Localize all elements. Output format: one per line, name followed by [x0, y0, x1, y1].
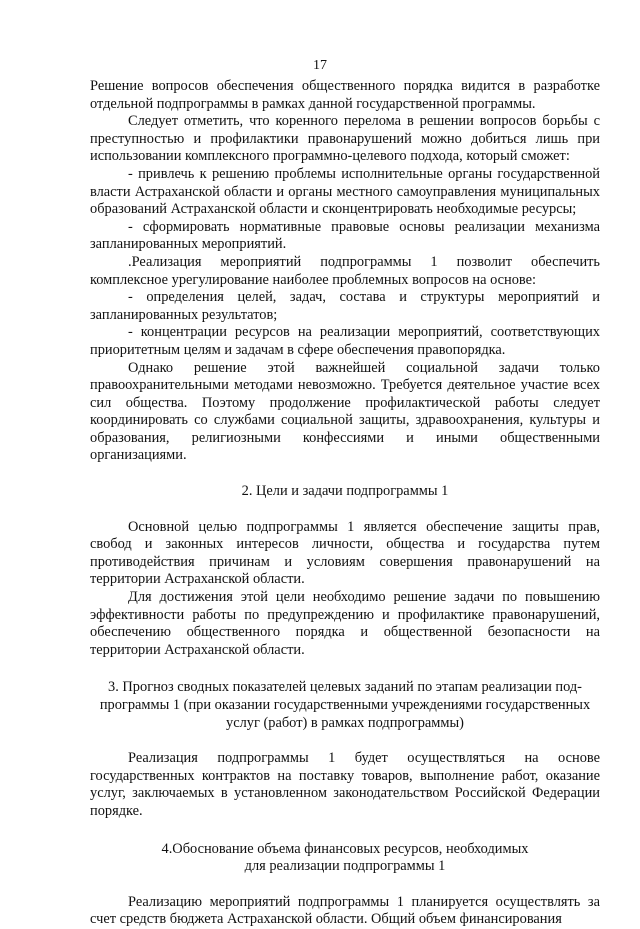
heading-line: для реализации подпрограммы 1	[244, 858, 446, 875]
heading-line: услуг (работ) в рамках подпрограммы)	[226, 714, 464, 731]
list-item: - концентрации ресурсов на реализации мероприятий, соответствующих приоритетным целям и задачам в сфере обеспечения правопорядка.	[90, 324, 600, 358]
section-heading: 2. Цели и задачи подпрограммы 1	[241, 483, 449, 500]
paragraph: Для достижения этой цели необходимо решение задачи по повышению эффективности работы по предупреждению и профилактике правонарушений, обеспечению общественного порядка и общественной безопасности на территории Астраханской области.	[90, 589, 600, 658]
paragraph: Реализация подпрограммы 1 будет осуществляться на основе государственных контрактов на поставку товаров, выполнение работ, оказание услуг, заключаемых в установленном законодательством Российской Федерации порядке.	[90, 750, 600, 819]
section-heading	[90, 841, 600, 876]
list-item: - привлечь к решению проблемы исполнительные органы государственной власти Астраханской области и органы местного самоуправления муниципальных образований Астраханской области и сконцентрировать необходимые ресурсы;	[90, 165, 600, 218]
heading-line: программы 1 (при оказании государственными учреждениями государственных	[99, 697, 591, 713]
paragraph: .Реализация мероприятий подпрограммы 1 позволит обеспечить комплексное урегулирование наиболее проблемных вопросов на основе:	[90, 253, 600, 288]
heading-line: 4.Обоснование объема финансовых ресурсов, необходимых	[161, 840, 529, 857]
list-item: - сформировать нормативные правовые основы реализации механизма запланированных мероприятий.	[90, 218, 600, 253]
paragraph: Однако решение этой важнейшей социальной задачи только правоохранительными методами невозможно. Требуется деятельное участие всех сил общества. Поэтому продолжение профилактической работы следует координировать со службами социальной защиты, здравоохранения, культуры и образования, религиозными конфессиями и иными общественными организациями.	[90, 359, 600, 464]
page-number: 17	[313, 58, 327, 73]
paragraph: Реализацию мероприятий подпрограммы 1 планируется осуществлять за счет средств бюджета Астраханской области. Общий объем финансирования	[90, 893, 600, 928]
paragraph: Следует отметить, что коренного перелома в решении вопросов борьбы с преступностью и профилактики правонарушений можно добиться лишь при использовании комплексного программно-целевого подхода, который сможет:	[90, 113, 600, 165]
section-heading	[90, 679, 600, 732]
paragraph: Решение вопросов обеспечения общественного порядка видится в разработке отдельной подпрограммы в рамках данной государственной программы.	[90, 78, 600, 112]
intro-section	[90, 78, 600, 465]
document-body	[90, 78, 600, 929]
heading-line: 3. Прогноз сводных показателей целевых заданий по этапам реализации под-	[108, 679, 582, 696]
paragraph: Основной целью подпрограммы 1 является обеспечение защиты прав, свобод и законных интересов личности, общества и государства путем противодействия причинам и условиям совершения правонарушений на территории Астраханской области.	[90, 518, 600, 588]
list-item: - определения целей, задач, состава и структуры мероприятий и запланированных результатов;	[90, 289, 600, 323]
